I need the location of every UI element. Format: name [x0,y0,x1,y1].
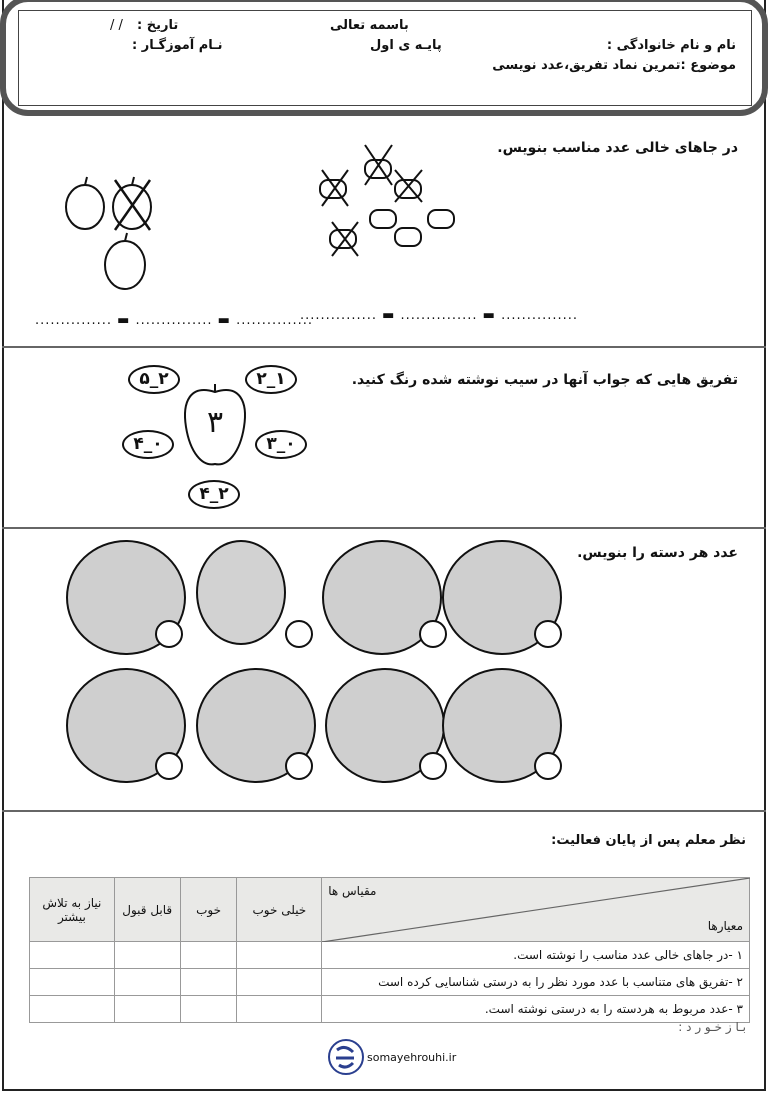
option-oval[interactable]: ۴_۲ [188,480,240,509]
apples-illustration [55,165,165,300]
criterion: ۱ -در جاهای خالی عدد مناسب را نوشته است. [322,942,750,969]
answer-line-whistles[interactable]: ............... ▬ ............... ▬ ............... [300,308,579,323]
col-header: نیاز به تلاش بیشتر [30,878,115,942]
answer-line-apples[interactable]: ............... ▬ ............... ▬ ............... [35,313,314,328]
answer-circle[interactable] [419,752,447,780]
divider [2,346,766,348]
rating-cell[interactable] [237,969,322,996]
option-oval[interactable]: ۵_۲ [128,365,180,394]
rating-cell[interactable] [114,996,180,1023]
apple-number: ۳ [206,405,224,440]
corner-top: مقیاس ها [328,884,377,898]
section1-instruction: در جاهای خالی عدد مناسب بنویس. [497,140,738,156]
diagonal-line [322,878,750,942]
divider [2,527,766,529]
rating-cell[interactable] [180,942,237,969]
grade: پایـه ی اول [370,38,442,53]
rating-cell[interactable] [30,942,115,969]
whistles-illustration [310,140,460,270]
divider [2,810,766,812]
rating-cell[interactable] [180,996,237,1023]
rating-cell[interactable] [180,969,237,996]
rating-cell[interactable] [114,942,180,969]
rating-cell[interactable] [114,969,180,996]
basmala: باسمه تعالی [330,18,409,33]
rating-cell[interactable] [30,996,115,1023]
section3-instruction: عدد هر دسته را بنویس. [577,545,738,561]
answer-circle[interactable] [155,620,183,648]
rating-cell[interactable] [30,969,115,996]
answer-circle[interactable] [534,752,562,780]
corner-header [322,878,750,942]
option-oval[interactable]: ۳_۰ [255,430,307,459]
group-empty [196,540,286,645]
feedback-label: بـا ز خـو ر د : [678,1020,746,1034]
site-url[interactable]: somayehrouhi.ir [367,1051,457,1064]
feedback-title: نظر معلم پس از پایان فعالیت: [551,833,746,848]
answer-circle[interactable] [419,620,447,648]
answer-circle[interactable] [155,752,183,780]
criterion: ۲ -تفریق های متناسب با عدد مورد نظر را به درستی شناسایی کرده است [322,969,750,996]
corner-bottom: معیارها [707,919,743,933]
col-header: قابل قبول [114,878,180,942]
criterion: ۳ -عدد مربوط به هردسته را به درستی نوشته است. [322,996,750,1023]
col-header: خیلی خوب [237,878,322,942]
answer-circle[interactable] [285,620,313,648]
site-logo-icon [327,1038,365,1076]
col-header: خوب [180,878,237,942]
date-label: تاریخ : [137,18,179,33]
name-label: نام و نام خانوادگی : [606,38,736,53]
option-oval[interactable]: ۲_۱ [245,365,297,394]
section2-instruction: تفریق هایی که جواب آنها در سیب نوشته شده رنگ کنید. [351,372,738,388]
answer-circle[interactable] [534,620,562,648]
option-oval[interactable]: ۴_۰ [122,430,174,459]
date-value: / / [110,18,123,33]
rating-cell[interactable] [237,942,322,969]
teacher-label: نـام آموزگـار : [132,38,223,53]
rating-cell[interactable] [237,996,322,1023]
answer-circle[interactable] [285,752,313,780]
rubric-table [29,877,750,1023]
subject: موضوع :تمرین نماد تفریق،عدد نویسی [492,58,736,73]
